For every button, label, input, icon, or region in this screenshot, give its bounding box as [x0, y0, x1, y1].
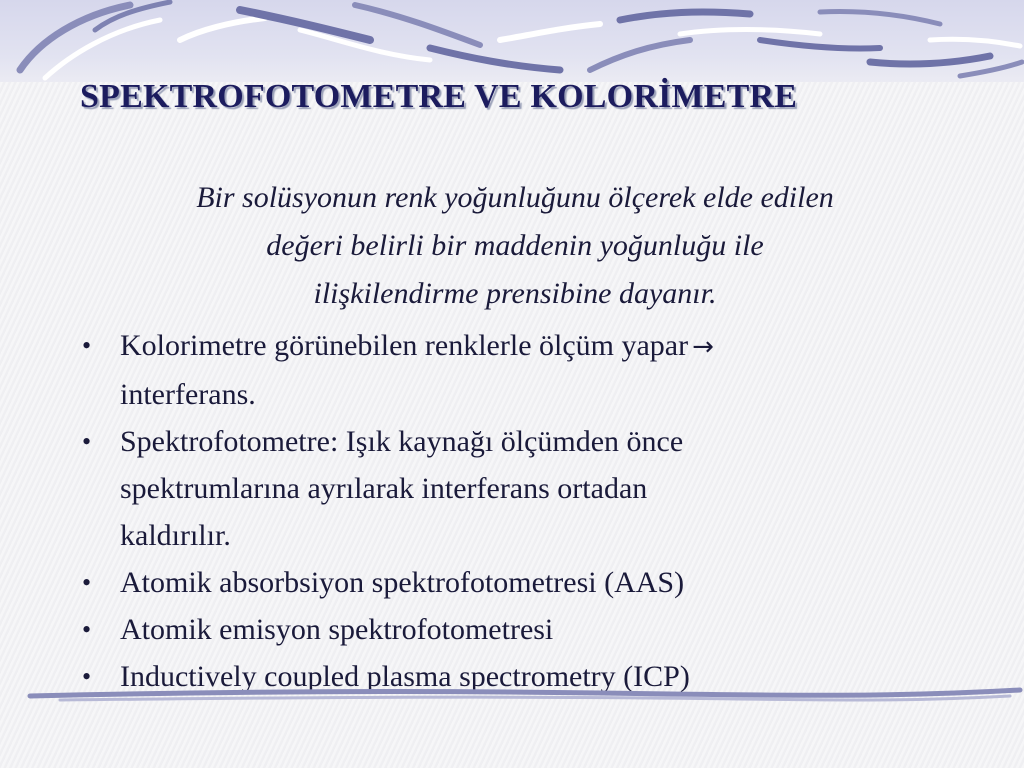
bullet-line: Atomik emisyon spektrofotometresi [120, 613, 554, 646]
header-decoration [0, 0, 1024, 82]
intro-line: ilişkilendirme prensibine dayanır. [313, 277, 717, 310]
bullet-item-aas [80, 559, 950, 606]
bullet-icon: • [82, 662, 92, 691]
brush-strokes-decoration [0, 0, 1024, 82]
slide-body [80, 174, 950, 700]
intro-line: Bir solüsyonun renk yoğunluğunu ölçerek elde edilen [196, 181, 834, 214]
bullet-icon: • [82, 568, 92, 597]
bullet-icon: • [82, 331, 92, 360]
bullet-line: interferans. [120, 378, 256, 411]
bullet-list [80, 322, 950, 700]
intro-paragraph [80, 174, 950, 318]
slide-title: SPEKTROFOTOMETRE VE KOLORİMETRE [80, 78, 798, 115]
footer-decoration [0, 684, 1024, 708]
arrow-right-icon: → [692, 332, 714, 362]
bullet-item-spektrofotometre [80, 418, 950, 559]
bullet-line: kaldırılır. [120, 519, 231, 552]
footer-stroke-decoration [0, 684, 1024, 708]
bullet-line: Spektrofotometre: Işık kaynağı ölçümden önce [120, 425, 684, 458]
bullet-icon: • [82, 427, 92, 456]
bullet-line [120, 322, 950, 371]
bullet-item-kolorimetre [80, 322, 950, 418]
bullet-icon: • [82, 615, 92, 644]
bullet-line: spektrumlarına ayrılarak interferans ortadan [120, 472, 648, 505]
intro-line: değeri belirli bir maddenin yoğunluğu ile [266, 229, 764, 262]
bullet-item-emisyon [80, 606, 950, 653]
bullet-text: Kolorimetre görünebilen renklerle ölçüm yapar [120, 329, 689, 362]
bullet-line: Atomik absorbsiyon spektrofotometresi (AAS) [120, 566, 685, 599]
bullet-line: Inductively coupled plasma spectrometry (ICP) [120, 660, 690, 693]
